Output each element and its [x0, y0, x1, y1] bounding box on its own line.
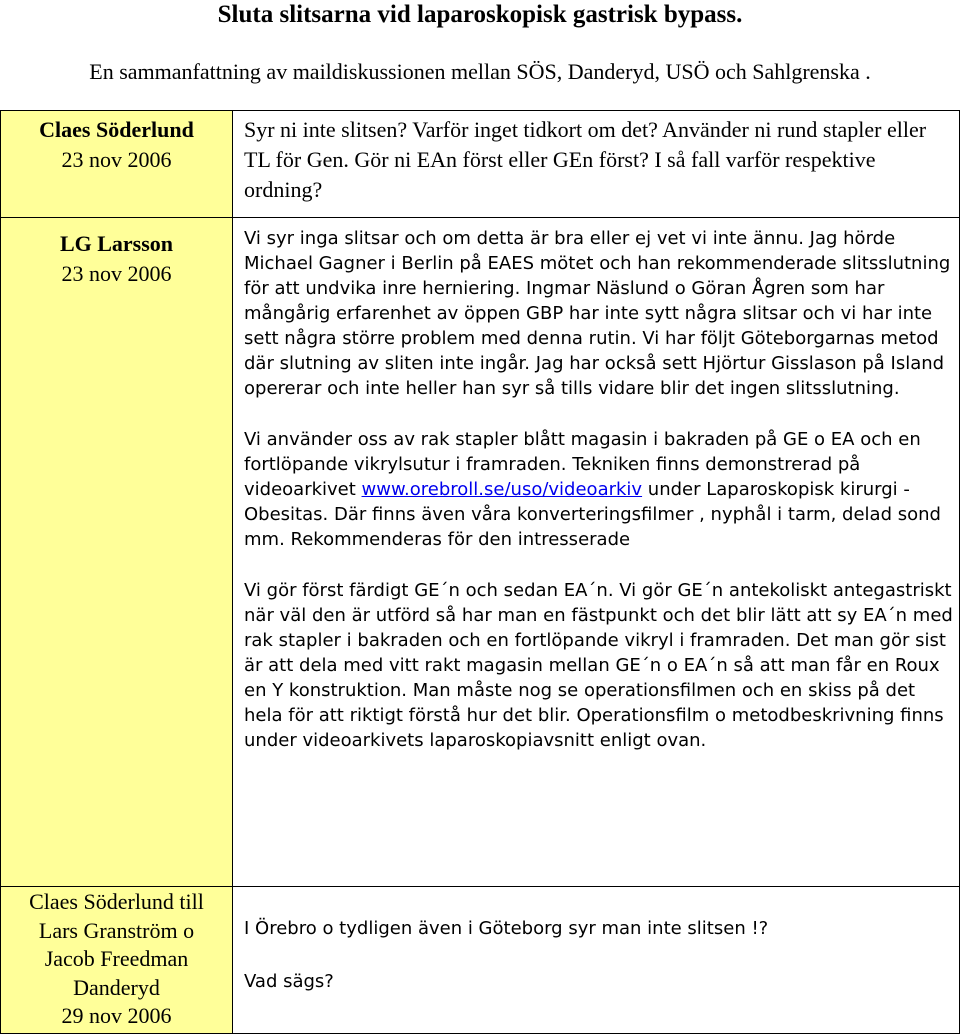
message-paragraph: Vi syr inga slitsar och om detta är bra eller ej vet vi inte ännu. Jag hörde Michael Gagner i Berlin på EAES mötet och han rekommenderade slitsslutning för att undvika inre herniering. Ingmar Näslund o Göran Ågren som har mångårig erfarenhet av öppen GBP har inte sytt några slitsar och vi har inte sett några större problem med denna rutin. Vi har följt Göteborgarnas metod där slutning av sliten inte ingår. Jag har också sett Hjörtur Gisslason på Island opererar och inte heller han syr så tills vidare blir det ingen slitsslutning.	[244, 228, 951, 399]
message-text: under Laparoskopisk kirurgi - Obesitas. Där finns även våra konverteringsfilmer , nyphål i tarm, delad sond mm. Rekommenderas för den intresserade	[244, 479, 941, 550]
author-line: Lars Granström o	[38, 917, 195, 943]
row-3-author	[1, 888, 232, 1031]
message-text: Vi använder oss av rak stapler blått magasin i bakraden på GE o EA och en fortlöpande vikrylsutur i framraden. Tekniken finns demonstrerad på videoarkivet	[244, 429, 921, 500]
videoarkiv-link[interactable]: www.orebroll.se/uso/videoarkiv	[361, 479, 643, 500]
document-subtitle: En sammanfattning av maildiskussionen mellan SÖS, Danderyd, USÖ och Sahlgrenska .	[89, 59, 871, 84]
message-paragraph	[244, 427, 956, 552]
row-2-message	[244, 226, 956, 753]
discussion-table	[0, 110, 960, 1034]
message-paragraph: Vad sägs?	[244, 971, 334, 992]
document-title: Sluta slitsarna vid laparoskopisk gastrisk bypass.	[217, 1, 743, 28]
row-1-message	[244, 115, 956, 205]
row-3-message	[244, 916, 956, 994]
row-divider	[1, 217, 959, 218]
author-line: Jacob Freedman	[44, 946, 189, 971]
row-2-author	[1, 229, 232, 289]
row-1-author	[1, 115, 232, 175]
message-paragraph: Vi gör först färdigt GE´n och sedan EA´n. Vi gör GE´n antekoliskt antegastriskt när väl den är utförd så har man en fästpunkt och det blir lätt att sy EA´n med rak stapler i bakraden och en fortlöpande vikryl i framraden. Det man gör sist är att dela med vitt rakt magasin mellan GE´n o EA´n så att man får en Roux en Y konstruktion. Man måste nog se operationsfilmen och en skiss på det hela för att riktigt förstå hur det blir. Operationsfilm o metodbeskrivning finns under videoarkivets laparoskopiavsnitt enligt ovan.	[244, 580, 953, 751]
author-date: 29 nov 2006	[61, 1003, 172, 1028]
author-date: 23 nov 2006	[61, 261, 172, 286]
message-text: Syr ni inte slitsen? Varför inget tidkort om det? Använder ni rund stapler eller TL för Gen. Gör ni EAn först eller GEn först? I så fall varför respektive ordning?	[244, 117, 927, 202]
message-paragraph: I Örebro o tydligen även i Göteborg syr man inte slitsen !?	[244, 918, 769, 939]
author-line: Danderyd	[73, 974, 160, 1000]
author-date: 23 nov 2006	[61, 147, 172, 172]
author-line: Claes Söderlund till	[29, 889, 204, 914]
author-name: LG Larsson	[59, 231, 174, 256]
row-divider	[1, 886, 959, 887]
author-name: Claes Söderlund	[39, 117, 194, 142]
